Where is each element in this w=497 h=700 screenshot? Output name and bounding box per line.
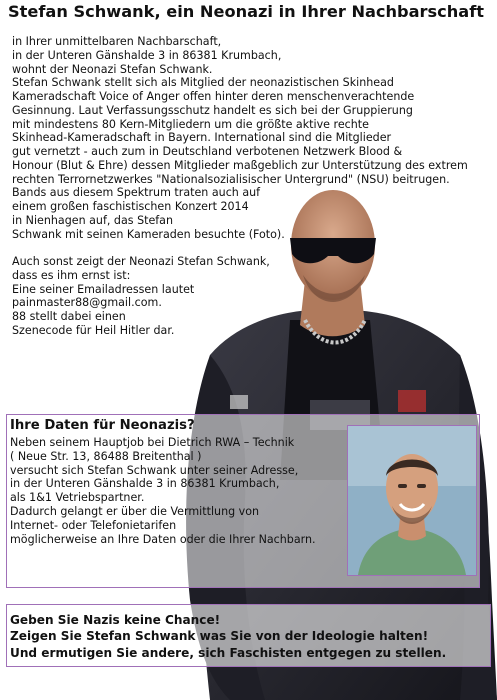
data-warning-box — [6, 414, 480, 588]
paragraph-gap — [12, 241, 497, 255]
data-box-line: möglicherweise an Ihre Daten oder die Ihrer Nachbarn. — [10, 532, 316, 546]
call-to-action-box — [6, 604, 491, 667]
intro-line: 88 stellt dabei einen — [12, 310, 126, 323]
intro-line: wohnt der Neonazi Stefan Schwank. — [12, 62, 213, 76]
email-address: painmaster88@gmail.com. — [12, 296, 162, 310]
intro-line: gut vernetzt - auch zum in Deutschland verbotenen Netzwerk Blood & — [12, 145, 403, 158]
intro-line: dass es ihm ernst ist: — [12, 268, 131, 282]
intro-line: in der Unteren Gänshalde 3 in 86381 Krumbach, — [12, 48, 282, 62]
data-box-line: Dadurch gelangt er über die Vermittlung von — [10, 504, 260, 518]
data-box-heading: Ihre Daten für Neonazis? — [10, 418, 195, 433]
intro-line: in Ihrer unmittelbaren Nachbarschaft, — [12, 35, 222, 48]
slogan-line: Zeigen Sie Stefan Schwank was Sie von der Ideologie halten! — [10, 629, 429, 644]
intro-text — [12, 35, 497, 338]
data-box-line: Internet- oder Telefonietarifen — [10, 518, 177, 532]
intro-line: Skinhead-Kameradschaft in Bayern. International sind die Mitglieder — [12, 131, 392, 145]
intro-line: rechten Terrornetzwerkes "Nationalsozialisischer Untergrund" (NSU) beitrugen. — [12, 172, 450, 186]
slogan-line: Und ermutigen Sie andere, sich Faschisten entgegen zu stellen. — [10, 645, 447, 660]
page-title: Stefan Schwank, ein Neonazi in Ihrer Nachbarschaft — [8, 2, 484, 21]
intro-line: Bands aus diesem Spektrum traten auch auf — [12, 186, 261, 200]
intro-line: Eine seiner Emailadressen lautet — [12, 282, 195, 296]
data-box-line: als 1&1 Vetriebspartner. — [10, 491, 145, 505]
intro-line: Szenecode für Heil Hitler dar. — [12, 323, 175, 337]
slogan-line: Geben Sie Nazis keine Chance! — [10, 613, 221, 627]
intro-line: Auch sonst zeigt der Neonazi Stefan Schwank, — [12, 255, 270, 268]
portrait-photo — [347, 425, 477, 576]
intro-line: Schwank mit seinen Kameraden besuchte (Foto). — [12, 227, 285, 241]
intro-line: einem großen faschistischen Konzert 2014 — [12, 200, 249, 213]
data-box-line: ( Neue Str. 13, 86488 Breitenthal ) — [10, 449, 202, 463]
intro-line: Stefan Schwank stellt sich als Mitglied der neonazistischen Skinhead — [12, 76, 394, 90]
data-box-line: in der Unteren Gänshalde 3 in 86381 Krumbach, — [10, 477, 280, 491]
intro-line: Kameradschaft Voice of Anger offen hinter deren menschenverachtende — [12, 90, 415, 103]
data-box-line: Neben seinem Hauptjob bei Dietrich RWA – Technik — [10, 436, 295, 449]
data-box-text — [10, 436, 316, 546]
slogan-text — [10, 612, 446, 661]
intro-line: Gesinnung. Laut Verfassungsschutz handelt es sich bei der Gruppierung — [12, 103, 413, 117]
data-box-line: versucht sich Stefan Schwank unter seiner Adresse, — [10, 463, 299, 477]
intro-line: in Nienhagen auf, das Stefan — [12, 213, 174, 227]
intro-line: mit mindestens 80 Kern-Mitgliedern um die größte aktive rechte — [12, 117, 369, 131]
intro-line: Honour (Blut & Ehre) dessen Mitglieder maßgeblich zur Unterstützung des extrem — [12, 158, 468, 172]
